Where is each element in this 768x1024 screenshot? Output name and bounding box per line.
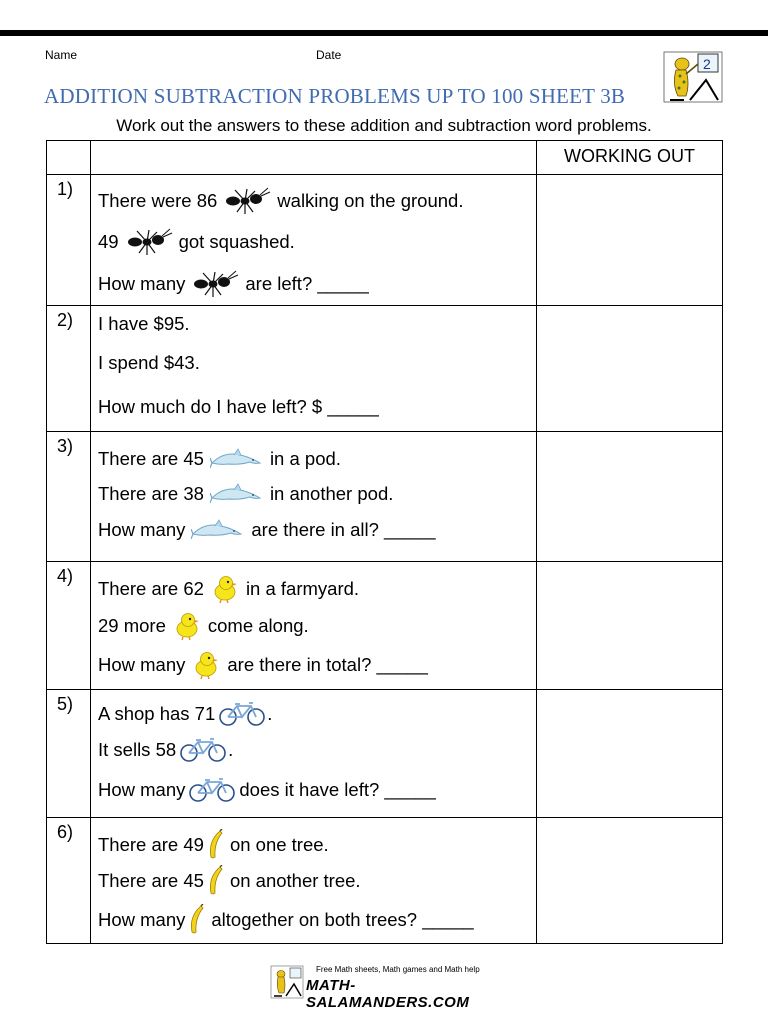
- ant-icon: [191, 269, 239, 299]
- banana-icon: [206, 829, 224, 861]
- problem-line: 49 got squashed.: [98, 221, 536, 263]
- problem-text: [91, 562, 537, 690]
- working-out-cell[interactable]: [537, 690, 723, 818]
- banana-icon: [206, 865, 224, 897]
- problem-line: There are 62 in a farmyard.: [98, 562, 536, 606]
- problem-line: A shop has 71 .: [98, 690, 536, 730]
- top-rule: [0, 30, 768, 36]
- problems-table: [46, 140, 723, 944]
- date-label: Date: [316, 48, 342, 62]
- problem-line: How many are there in total? _____: [98, 646, 536, 684]
- instructions: Work out the answers to these addition and subtraction word problems.: [116, 116, 652, 135]
- problem-line: It sells 58 .: [98, 730, 536, 770]
- bicycle-icon: [218, 701, 266, 727]
- problem-row-3: [47, 432, 723, 562]
- table-header-row: [47, 141, 723, 175]
- problem-line: I spend $43.: [98, 352, 200, 373]
- problem-line: 29 more come along.: [98, 606, 536, 646]
- problem-number: 3): [47, 432, 91, 562]
- problem-line: How many does it have left? _____: [98, 770, 536, 810]
- problem-line: How many are there in all? _____: [98, 519, 436, 540]
- banana-icon: [187, 904, 205, 936]
- problem-line: There are 45 on another tree.: [98, 862, 536, 900]
- worksheet-title: ADDITION SUBTRACTION PROBLEMS UP TO 100 SHEET 3B: [44, 84, 626, 108]
- problem-row-2: [47, 306, 723, 432]
- working-out-header: WORKING OUT: [537, 141, 723, 175]
- problem-number: 1): [47, 175, 91, 306]
- dolphin-icon: [210, 482, 264, 506]
- problem-line: How much do I have left? $ _____: [98, 396, 379, 417]
- problem-line: There are 45 in a pod.: [98, 448, 341, 469]
- problem-row-5: [47, 690, 723, 818]
- problem-number: 6): [47, 818, 91, 944]
- problem-number: 2): [47, 306, 91, 432]
- problem-number: 5): [47, 690, 91, 818]
- salamander-logo-icon: [660, 50, 726, 104]
- footer-logo[interactable]: [270, 965, 500, 1011]
- dolphin-icon: [191, 518, 245, 542]
- problem-header: [91, 141, 537, 175]
- footer-brand: MATH-SALAMANDERS.COM: [306, 977, 470, 1011]
- chick-icon: [172, 611, 202, 641]
- problem-line: There are 38 in another pod.: [98, 483, 394, 504]
- logo-digit: 2: [703, 56, 711, 72]
- problem-row-6: [47, 818, 723, 944]
- ant-icon: [125, 227, 173, 257]
- problem-line: How many altogether on both trees? _____: [98, 900, 536, 940]
- problem-number: 4): [47, 562, 91, 690]
- problem-line: There are 49 on one tree.: [98, 818, 536, 862]
- footer-tagline: Free Math sheets, Math games and Math help: [316, 965, 480, 974]
- problem-line: I have $95.: [98, 313, 190, 334]
- name-label: Name: [45, 48, 78, 62]
- problem-text: [91, 690, 537, 818]
- salamander-mini-icon: [270, 965, 304, 999]
- ant-icon: [223, 186, 271, 216]
- problem-text: [91, 818, 537, 944]
- problem-text: [91, 306, 537, 432]
- bicycle-icon: [179, 737, 227, 763]
- dolphin-icon: [210, 447, 264, 471]
- chick-icon: [191, 650, 221, 680]
- number-header: [47, 141, 91, 175]
- working-out-cell[interactable]: [537, 175, 723, 306]
- working-out-cell[interactable]: [537, 562, 723, 690]
- problem-line: There were 86 walking on the ground.: [98, 175, 536, 221]
- working-out-cell[interactable]: [537, 432, 723, 562]
- bicycle-icon: [188, 777, 236, 803]
- problem-row-1: [47, 175, 723, 306]
- problem-text: [91, 175, 537, 306]
- problem-line: How many are left? _____: [98, 263, 536, 305]
- problem-row-4: [47, 562, 723, 690]
- working-out-cell[interactable]: [537, 818, 723, 944]
- chick-icon: [210, 574, 240, 604]
- working-out-cell[interactable]: [537, 306, 723, 432]
- problem-text: [91, 432, 537, 562]
